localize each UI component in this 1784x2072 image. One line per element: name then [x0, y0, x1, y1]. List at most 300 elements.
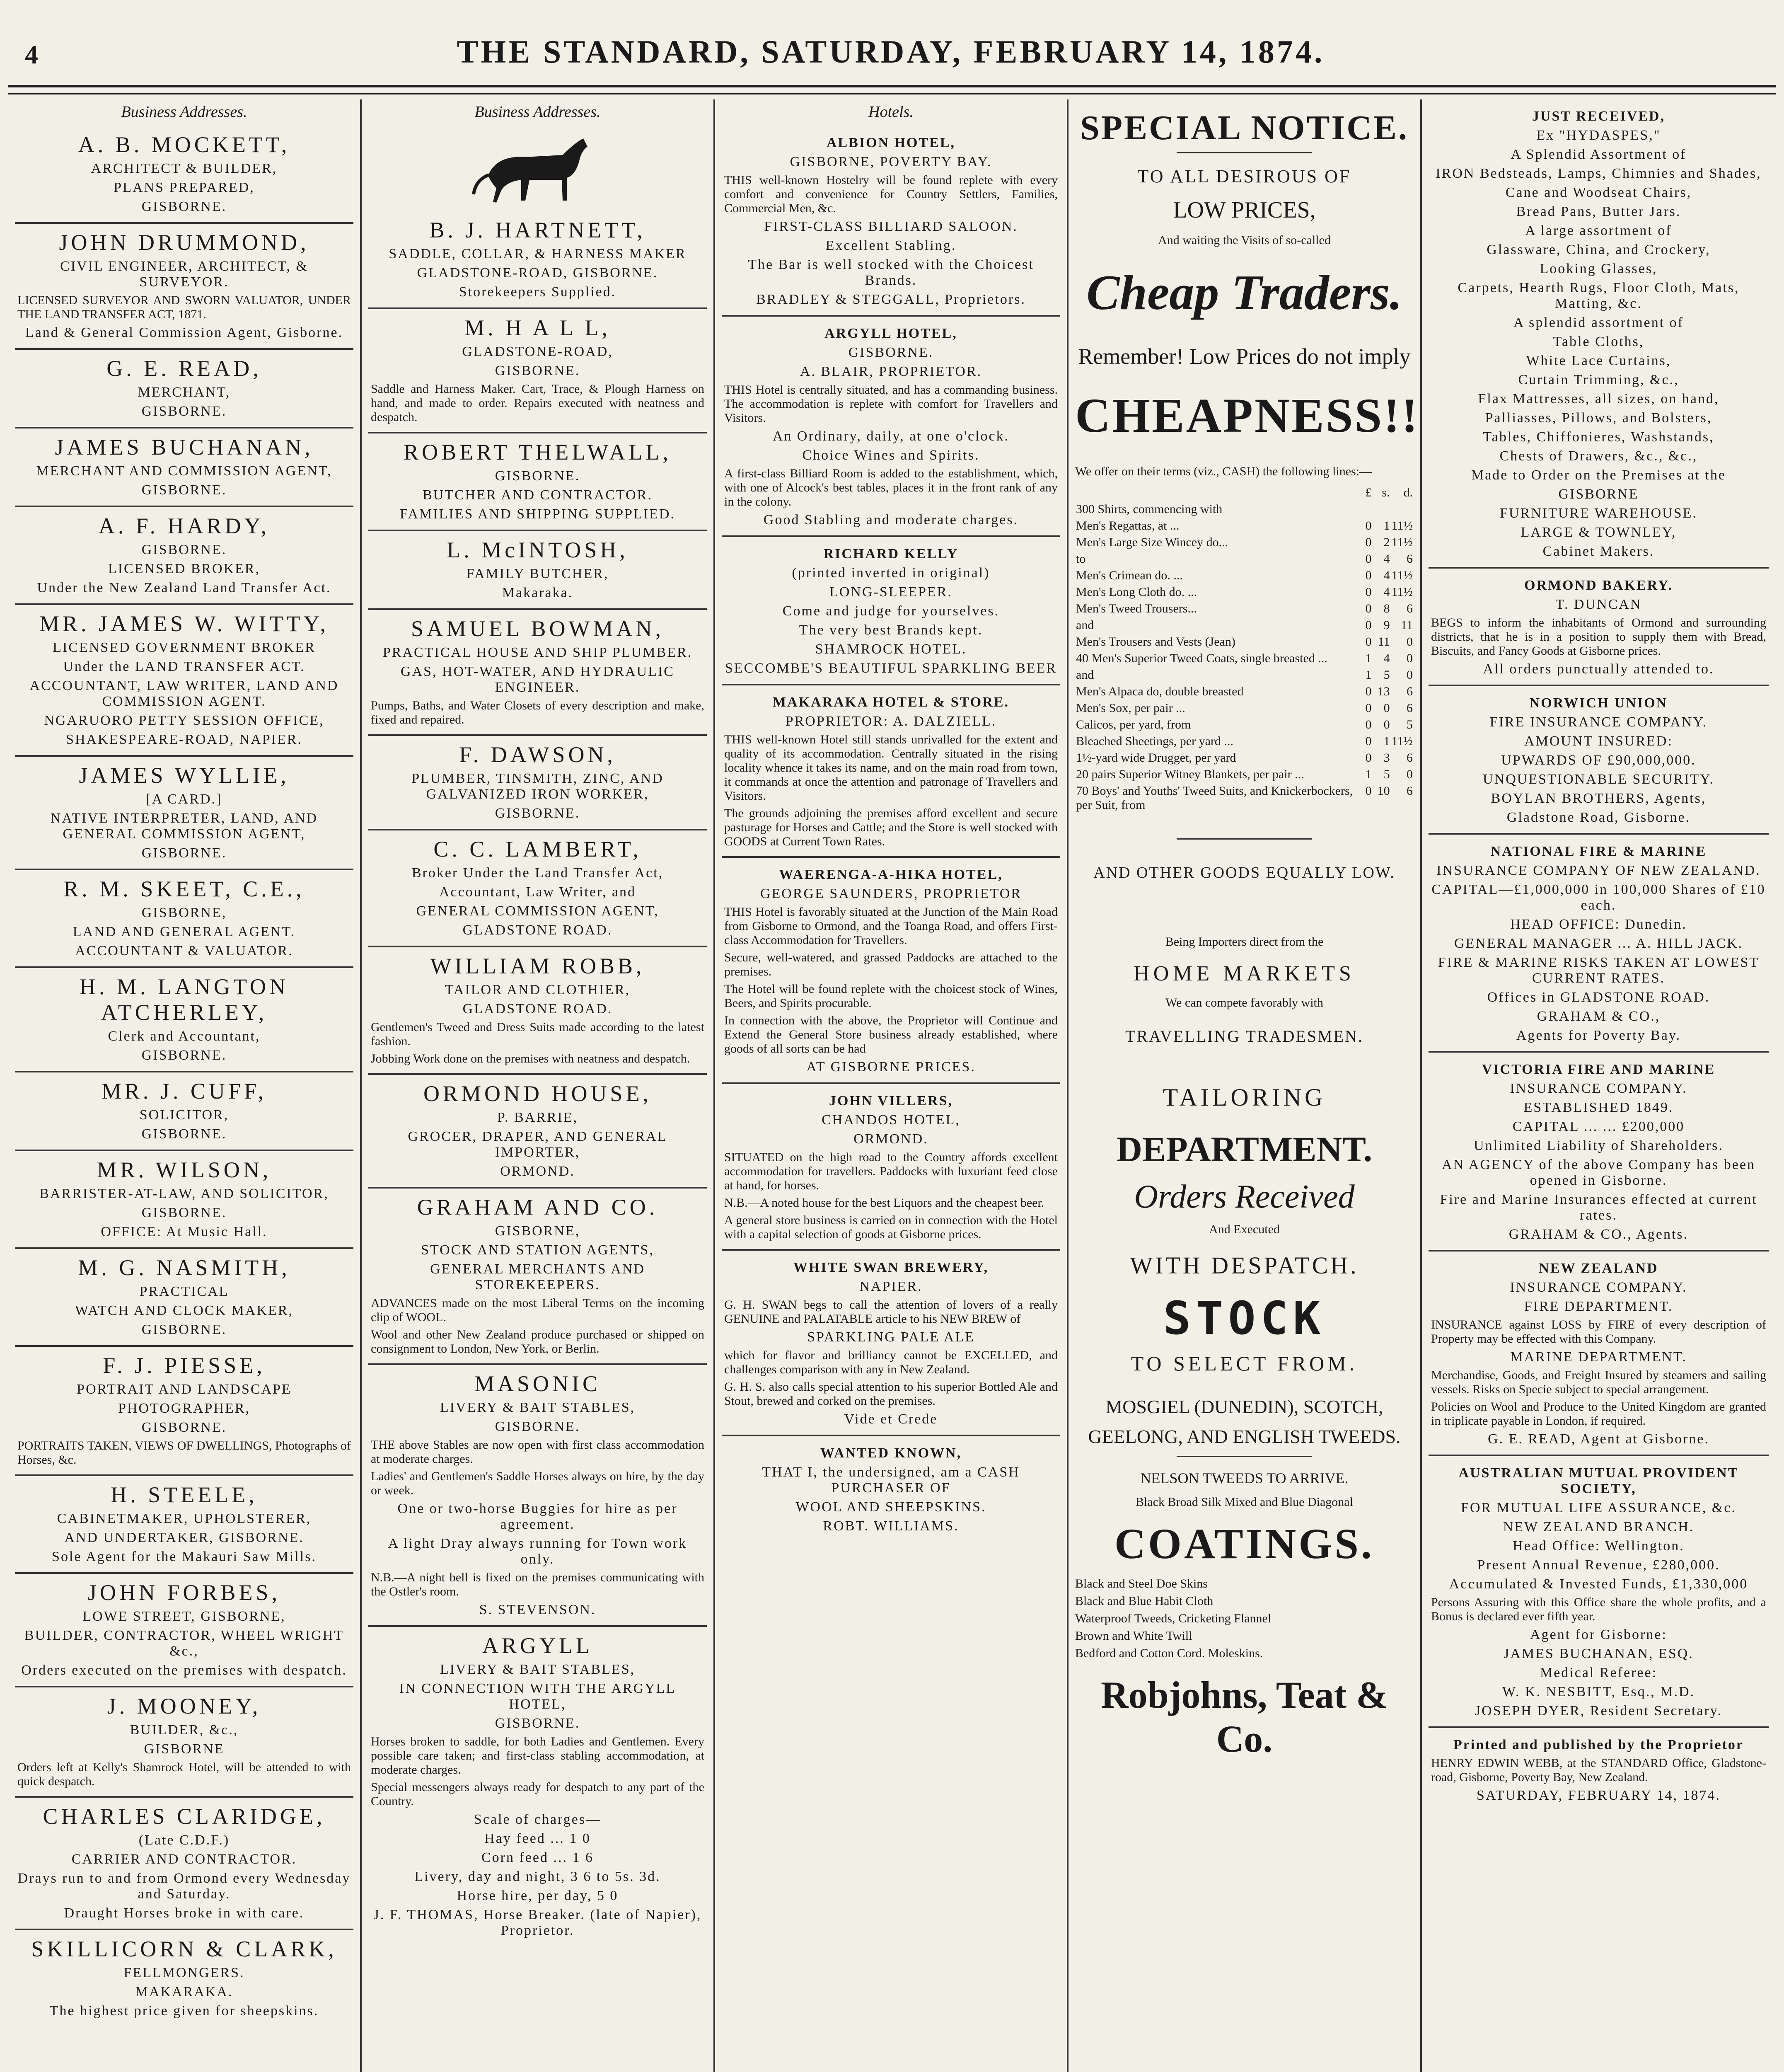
- ad-line: INSURANCE COMPANY.: [1510, 1280, 1687, 1295]
- ad-line: FOR MUTUAL LIFE ASSURANCE, &c.: [1461, 1500, 1736, 1515]
- ad-line: GISBORNE.: [495, 363, 580, 378]
- ad-line: THAT I, the undersigned, am a CASH PURCHASER OF: [762, 1464, 1020, 1496]
- price-cell-l: 0: [1365, 535, 1372, 549]
- advertiser-name: L. McINTOSH,: [447, 537, 629, 562]
- price-cell-l: 0: [1365, 585, 1372, 599]
- advertiser-name: WAERENGA-A-HIKA HOTEL,: [779, 867, 1003, 882]
- ad-line: The very best Brands kept.: [799, 622, 983, 638]
- ad-line: UPWARDS OF £90,000,000.: [1501, 753, 1696, 768]
- ad-line: Choice Wines and Spirits.: [802, 448, 980, 463]
- ad-line: Gladstone Road, Gisborne.: [1506, 810, 1691, 825]
- column-business-addresses-1: [8, 99, 362, 2072]
- advertiser-name: M. G. NASMITH,: [78, 1255, 290, 1280]
- advertiser-name: NEW ZEALAND: [1539, 1261, 1658, 1276]
- ad-line: Makaraka.: [502, 585, 573, 600]
- ad-line: A splendid assortment of: [1513, 315, 1684, 330]
- coatings-heading: COATINGS.: [1114, 1520, 1375, 1568]
- black-broad: Black Broad Silk Mixed and Blue Diagonal: [1136, 1495, 1353, 1509]
- ad-line: CARRIER AND CONTRACTOR.: [71, 1852, 297, 1867]
- ad-line: Cabinet Makers.: [1542, 544, 1655, 559]
- intro-line-2: LOW PRICES,: [1173, 197, 1316, 223]
- ad-list: [1429, 99, 1769, 1811]
- ad-line: INSURANCE against LOSS by FIRE of every description of Property may be effected with this Company.: [1431, 1318, 1766, 1346]
- ad-line: Medical Referee:: [1540, 1665, 1658, 1680]
- price-row: [1075, 617, 1414, 634]
- advertisement: [368, 531, 707, 610]
- ad-line: BARRISTER-AT-LAW, AND SOLICITOR,: [39, 1186, 329, 1201]
- price-cell-d: 6: [1407, 784, 1413, 798]
- advertiser-name: A. B. MOCKETT,: [78, 132, 290, 157]
- ad-line: Made to Order on the Premises at the: [1471, 467, 1726, 483]
- price-row: [1075, 733, 1414, 750]
- masthead-title: THE STANDARD, SATURDAY, FEBRUARY 14, 1874.: [457, 34, 1325, 70]
- ad-line: LOWE STREET, GISBORNE,: [82, 1609, 286, 1624]
- price-cell-item: Bleached Sheetings, per yard ...: [1076, 734, 1233, 748]
- ad-line: (Late C.D.F.): [138, 1832, 230, 1848]
- advertisement: [1429, 1251, 1769, 1456]
- price-cell-item: Men's Long Cloth do. ...: [1076, 585, 1197, 599]
- advertisement: [15, 224, 353, 350]
- masthead: [8, 17, 1773, 83]
- ad-line: Chests of Drawers, &c., &c.,: [1499, 448, 1698, 464]
- ad-line: GLADSTONE ROAD.: [462, 1001, 613, 1017]
- advertiser-name: F. J. PIESSE,: [103, 1353, 266, 1378]
- price-row: [1075, 683, 1414, 700]
- advertiser-name: NATIONAL FIRE & MARINE: [1490, 844, 1707, 859]
- compete-line: We can compete favorably with: [1165, 996, 1323, 1009]
- ad-line: Horse hire, per day, 5 0: [457, 1888, 619, 1903]
- ad-list: [722, 126, 1060, 1542]
- ad-line: IRON Bedsteads, Lamps, Chimnies and Shades,: [1436, 166, 1762, 181]
- price-cell-l: 0: [1365, 784, 1372, 798]
- price-cell-s: 3: [1383, 751, 1390, 765]
- ad-line: G. E. READ, Agent at Gisborne.: [1488, 1431, 1709, 1447]
- ad-line: MERCHANT AND COMMISSION AGENT,: [36, 463, 332, 479]
- advertisement: [15, 605, 353, 757]
- price-cell-l: 0: [1365, 718, 1372, 731]
- advertisement: [15, 968, 353, 1072]
- ad-line: SITUATED on the high road to the Country affords excellent accommodation for travellers. Paddocks with luxuriant feed close at hand, for horses.: [724, 1150, 1058, 1192]
- offer-text: We offer on their terms (viz., CASH) the following lines:—: [1075, 465, 1372, 478]
- ad-line: MARINE DEPARTMENT.: [1510, 1349, 1687, 1365]
- ad-line: ARCHITECT & BUILDER,: [91, 161, 278, 176]
- price-cell-s: 0: [1383, 701, 1390, 715]
- ad-line: [A CARD.]: [146, 792, 222, 807]
- ad-line: S. STEVENSON.: [479, 1602, 596, 1617]
- price-cell-l: 1: [1365, 668, 1372, 682]
- ad-line: BEGS to inform the inhabitants of Ormond and surrounding districts, that he is in a position to supply them with Bread, Biscuits, and Fancy Goods at Gisborne prices.: [1431, 616, 1766, 658]
- advertiser-name: NORWICH UNION: [1529, 695, 1668, 711]
- ad-line: AN AGENCY of the above Company has been opened in Gisborne.: [1442, 1157, 1755, 1188]
- column-business-addresses-2: [362, 99, 715, 2072]
- advertiser-name: M. H A L L,: [464, 315, 611, 340]
- ad-line: BOYLAN BROTHERS, Agents,: [1491, 791, 1707, 806]
- ad-line: Curtain Trimming, &c.,: [1518, 372, 1679, 387]
- ad-line: Agent for Gisborne:: [1530, 1627, 1667, 1642]
- ad-line: LIVERY & BAIT STABLES,: [440, 1662, 636, 1677]
- advertisement: [15, 1072, 353, 1151]
- ad-line: Flax Mattresses, all sizes, on hand,: [1478, 391, 1719, 407]
- ad-line: The grounds adjoining the premises afford excellent and secure pasturage for Horses and Cattle; and the Store is well stocked with GOODS at Current Town Rates.: [724, 806, 1058, 848]
- advertisement: [1429, 835, 1769, 1053]
- price-cell-s: 5: [1383, 767, 1390, 781]
- ad-line: WOOL AND SHEEPSKINS.: [795, 1499, 986, 1515]
- column-heading: Business Addresses.: [121, 103, 247, 121]
- price-row: [1075, 750, 1414, 766]
- ad-line: AND UNDERTAKER, GISBORNE.: [64, 1530, 304, 1545]
- advertisement: [722, 858, 1060, 1084]
- ad-line: Policies on Wool and Produce to the United Kingdom are granted in triplicate payable in London, if required.: [1431, 1400, 1766, 1428]
- ad-line: Looking Glasses,: [1540, 261, 1658, 276]
- price-cell-l: 0: [1365, 552, 1372, 566]
- ad-list: [15, 126, 353, 2026]
- advertiser-name: ORMOND HOUSE,: [423, 1081, 652, 1106]
- ad-line: Bread Pans, Butter Jars.: [1516, 204, 1681, 219]
- price-cell-s: 1: [1383, 734, 1390, 748]
- advertiser-name: MAKARAKA HOTEL & STORE.: [773, 695, 1009, 710]
- intro-line-3: And waiting the Visits of so-called: [1158, 233, 1331, 247]
- to-select-from: TO SELECT FROM.: [1131, 1352, 1358, 1375]
- price-cell-s: 4: [1383, 569, 1390, 582]
- advertiser-name: G. E. READ,: [106, 356, 262, 381]
- advertisement: [15, 1574, 353, 1687]
- price-cell-d: 0: [1407, 767, 1413, 781]
- importers-line: Being Importers direct from the: [1165, 935, 1324, 949]
- price-cell-item: 1½-yard wide Drugget, per yard: [1076, 751, 1236, 765]
- ad-line: TAILOR AND CLOTHIER,: [445, 982, 631, 997]
- price-cell-l: 1: [1365, 767, 1372, 781]
- advertiser-name: SKILLICORN & CLARK,: [31, 1936, 337, 1961]
- columns: [8, 99, 1776, 2072]
- ad-line: which for flavor and brilliancy cannot be EXCELLED, and challenges comparison with any in New Zealand.: [724, 1348, 1058, 1376]
- ad-line: GISBORNE: [1558, 487, 1639, 502]
- fabric-item: Waterproof Tweeds, Cricketing Flannel: [1075, 1612, 1272, 1625]
- column-special-notice: [1068, 99, 1422, 2072]
- ad-line: STOCK AND STATION AGENTS,: [421, 1242, 654, 1258]
- advertiser-name: JAMES WYLLIE,: [79, 763, 290, 788]
- ad-line: SATURDAY, FEBRUARY 14, 1874.: [1476, 1788, 1721, 1803]
- horse-illustration: [463, 126, 612, 209]
- price-cell-d: 6: [1407, 552, 1413, 566]
- ad-line: THIS Hotel is favorably situated at the Junction of the Main Road from Gisborne to Ormond, and the Toanga Road, and offers First-class Accommodation for Travellers.: [724, 905, 1058, 947]
- ad-line: SOLICITOR,: [139, 1107, 229, 1123]
- ad-line: Agents for Poverty Bay.: [1516, 1028, 1681, 1043]
- advertisement: [1429, 99, 1769, 569]
- intro-line-1: TO ALL DESIROUS OF: [1137, 166, 1351, 186]
- ad-line: OFFICE: At Music Hall.: [101, 1224, 268, 1239]
- advertisement: [15, 1151, 353, 1249]
- price-row: [1075, 634, 1414, 650]
- ad-line: GLADSTONE-ROAD,: [462, 344, 613, 359]
- advertiser-name: H. M. LANGTON ATCHERLEY,: [80, 974, 289, 1025]
- ad-line: UNQUESTIONABLE SECURITY.: [1483, 772, 1714, 787]
- price-row: [1075, 716, 1414, 733]
- fabric-list: [1075, 1577, 1414, 1661]
- price-cell-s: 4: [1383, 585, 1390, 599]
- advertiser-name: R. M. SKEET, C.E.,: [63, 876, 305, 901]
- ad-list: [368, 211, 707, 1946]
- ad-line: An Ordinary, daily, at one o'clock.: [772, 428, 1010, 444]
- ad-line: GLADSTONE-ROAD, GISBORNE.: [417, 265, 658, 281]
- ad-line: BUILDER, &c.,: [130, 1722, 239, 1738]
- ad-line: BUTCHER AND CONTRACTOR.: [423, 487, 653, 503]
- ad-line: BRADLEY & STEGGALL, Proprietors.: [756, 292, 1026, 307]
- ad-line: THIS well-known Hostelry will be found replete with every comfort and convenience for Country Settlers, Families, Commercial Men, &c.: [724, 173, 1058, 215]
- advertiser-name: H. STEELE,: [111, 1482, 258, 1507]
- price-cell-item: Men's Alpaca do, double breasted: [1076, 685, 1244, 698]
- advertisement: [368, 830, 707, 947]
- column-hotels: [715, 99, 1068, 2072]
- advertiser-name: WANTED KNOWN,: [820, 1445, 962, 1461]
- advertisement: [15, 1930, 353, 2026]
- advertisement: [15, 350, 353, 428]
- ad-line: FURNITURE WAREHOUSE.: [1500, 506, 1697, 521]
- ad-line: A large assortment of: [1525, 223, 1672, 238]
- price-currency-header: [1075, 484, 1414, 501]
- ad-line: PHOTOGRAPHER,: [118, 1401, 250, 1416]
- price-cell-d: 0: [1407, 635, 1413, 649]
- price-cell-l: 0: [1365, 618, 1372, 632]
- and-executed: And Executed: [1209, 1222, 1280, 1236]
- ad-line: Accumulated & Invested Funds, £1,330,000: [1449, 1576, 1748, 1592]
- advertiser-name: MR. JAMES W. WITTY,: [39, 611, 329, 636]
- ad-line: LAND AND GENERAL AGENT.: [73, 924, 296, 939]
- ad-line: Ladies' and Gentlemen's Saddle Horses always on hire, by the day or week.: [371, 1469, 704, 1497]
- ad-line: CAPITAL—£1,000,000 in 100,000 Shares of £10 each.: [1431, 882, 1766, 913]
- ad-line: MAKARAKA.: [135, 1984, 233, 1999]
- ad-line: A general store business is carried on in connection with the Hotel with a capital selection of goods at Gisborne prices.: [724, 1213, 1058, 1241]
- price-cell-item: 300 Shirts, commencing with: [1076, 502, 1223, 516]
- ad-line: GISBORNE.: [141, 404, 227, 419]
- ad-line: GISBORNE,: [141, 905, 227, 920]
- ad-line: Accountant, Law Writer, and: [439, 884, 636, 900]
- ad-line: GISBORNE.: [141, 199, 227, 214]
- ad-line: Orders left at Kelly's Shamrock Hotel, will be attended to with quick despatch.: [17, 1760, 351, 1788]
- ad-line: HEAD OFFICE: Dunedin.: [1510, 917, 1687, 932]
- ad-line: Sole Agent for the Makauri Saw Mills.: [52, 1549, 317, 1564]
- tailoring-heading: TAILORING: [1163, 1084, 1326, 1111]
- ad-line: FIRST-CLASS BILLIARD SALOON.: [764, 219, 1018, 234]
- currency-shillings: s.: [1382, 486, 1390, 499]
- ad-line: Excellent Stabling.: [825, 238, 957, 253]
- price-cell-item: Men's Trousers and Vests (Jean): [1076, 635, 1235, 649]
- ad-line: A. BLAIR, PROPRIETOR.: [800, 364, 982, 379]
- ad-line: SHAKESPEARE-ROAD, NAPIER.: [66, 732, 302, 747]
- masthead-rule: [8, 85, 1776, 94]
- ad-line: GISBORNE, POVERTY BAY.: [790, 154, 992, 169]
- ad-line: Unlimited Liability of Shareholders.: [1474, 1138, 1724, 1153]
- advertisement: [15, 1687, 353, 1798]
- travelling-tradesmen: TRAVELLING TRADESMEN.: [1125, 1027, 1363, 1046]
- ad-line: SECCOMBE'S BEAUTIFUL SPARKLING BEER: [725, 661, 1057, 676]
- price-cell-d: 11½: [1391, 535, 1413, 549]
- advertiser-name: JOHN FORBES,: [87, 1580, 281, 1605]
- price-cell-l: 0: [1365, 701, 1372, 715]
- column-heading: Business Addresses.: [474, 103, 601, 121]
- price-cell-l: 1: [1365, 651, 1372, 665]
- ad-line: GENERAL COMMISSION AGENT,: [416, 903, 659, 919]
- ad-line: FAMILIES AND SHIPPING SUPPLIED.: [400, 506, 675, 522]
- advertisement: [368, 1627, 707, 1946]
- column-heading: Hotels.: [868, 103, 914, 121]
- price-row: [1075, 501, 1414, 518]
- ad-line: LONG-SLEEPER.: [829, 584, 952, 600]
- ad-line: FIRE INSURANCE COMPANY.: [1489, 714, 1708, 730]
- ad-line: CHANDOS HOTEL,: [822, 1112, 960, 1128]
- ad-line: Orders executed on the premises with despatch.: [21, 1663, 347, 1678]
- ad-line: PORTRAIT AND LANDSCAPE: [77, 1382, 292, 1397]
- price-row: [1075, 551, 1414, 567]
- price-cell-l: 0: [1365, 734, 1372, 748]
- price-cell-item: and: [1076, 618, 1094, 632]
- ad-line: Good Stabling and moderate charges.: [763, 512, 1019, 528]
- price-cell-l: [1354, 501, 1373, 518]
- advertiser-name: RICHARD KELLY: [823, 546, 959, 562]
- currency-pence: d.: [1403, 486, 1413, 499]
- ad-line: PRACTICAL HOUSE AND SHIP PLUMBER.: [382, 645, 693, 660]
- price-cell-item: 20 pairs Superior Witney Blankets, per pair ...: [1076, 767, 1304, 781]
- firm-name: Robjohns, Teat & Co.: [1101, 1674, 1388, 1760]
- price-row: [1075, 667, 1414, 683]
- ad-line: GISBORNE.: [495, 1419, 580, 1434]
- price-cell-d: 6: [1407, 701, 1413, 715]
- ad-line: P. BARRIE,: [497, 1110, 578, 1125]
- cheap-traders-heading: Cheap Traders.: [1086, 265, 1402, 320]
- ad-line: One or two-horse Buggies for hire as per agreement.: [397, 1501, 678, 1532]
- currency-pounds: £: [1365, 486, 1372, 499]
- ad-line: CIVIL ENGINEER, ARCHITECT, & SURVEYOR.: [60, 259, 308, 290]
- price-cell-s: 5: [1383, 668, 1390, 682]
- ad-line: G. H. S. also calls special attention to his superior Bottled Ale and Stout, brewed and corked on the premises.: [724, 1380, 1058, 1408]
- department-heading: DEPARTMENT.: [1116, 1129, 1373, 1169]
- ad-line: SPARKLING PALE ALE: [807, 1329, 975, 1345]
- advertiser-name: AUSTRALIAN MUTUAL PROVIDENT SOCIETY,: [1458, 1465, 1739, 1496]
- fabric-item: Black and Blue Habit Cloth: [1075, 1594, 1214, 1608]
- ad-line: T. DUNCAN: [1555, 597, 1642, 612]
- advertisement: [1429, 569, 1769, 686]
- ad-line: PRACTICAL: [139, 1284, 229, 1299]
- ad-line: Livery, day and night, 3 6 to 5s. 3d.: [414, 1869, 661, 1884]
- advertiser-name: VICTORIA FIRE AND MARINE: [1482, 1062, 1716, 1077]
- price-cell-item: 40 Men's Superior Tweed Coats, single breasted ...: [1076, 651, 1327, 665]
- ad-line: Pumps, Baths, and Water Closets of every description and make, fixed and repaired.: [371, 699, 704, 726]
- tweeds-line: MOSGIEL (DUNEDIN), SCOTCH, GEELONG, AND ENGLISH TWEEDS.: [1088, 1396, 1401, 1447]
- ad-line: Under the New Zealand Land Transfer Act.: [37, 580, 331, 595]
- price-row: [1075, 518, 1414, 534]
- ad-line: FIRE & MARINE RISKS TAKEN AT LOWEST CURRENT RATES.: [1438, 955, 1760, 986]
- page-number: 4: [25, 40, 38, 69]
- price-cell-d: 11½: [1391, 585, 1413, 599]
- ad-line: Ex "HYDASPES,": [1536, 128, 1661, 143]
- ad-line: Drays run to and from Ormond every Wednesday and Saturday.: [17, 1871, 351, 1902]
- advertiser-name: ALBION HOTEL,: [826, 135, 956, 150]
- price-cell-item: to: [1076, 552, 1086, 566]
- ad-line: GENERAL MANAGER ... A. HILL JACK.: [1454, 936, 1743, 951]
- price-cell-s: 4: [1383, 552, 1390, 566]
- ad-line: CABINETMAKER, UPHOLSTERER,: [57, 1511, 312, 1526]
- ad-line: AT GISBORNE PRICES.: [806, 1059, 976, 1075]
- ad-line: INSURANCE COMPANY OF NEW ZEALAND.: [1436, 863, 1761, 878]
- ad-line: PLUMBER, TINSMITH, ZINC, AND GALVANIZED IRON WORKER,: [411, 771, 664, 802]
- price-cell-item: Men's Crimean do. ...: [1076, 569, 1183, 582]
- ad-line: CAPITAL ... ... £200,000: [1512, 1119, 1685, 1134]
- price-cell-l: 0: [1365, 519, 1372, 533]
- advertisement: [722, 317, 1060, 537]
- ad-line: The Bar is well stocked with the Choicest Brands.: [748, 257, 1034, 288]
- advertisement: [368, 1075, 707, 1188]
- ad-line: A first-class Billiard Room is added to the establishment, which, with one of Alcock's best tables, places it in the front rank of any in the colony.: [724, 467, 1058, 508]
- price-cell-s: 4: [1383, 651, 1390, 665]
- advertisement: [1429, 1728, 1769, 1811]
- with-despatch: WITH DESPATCH.: [1130, 1252, 1359, 1279]
- ad-line: G. H. SWAN begs to call the attention of lovers of a really GENUINE and PALATABLE article to his NEW BREW of: [724, 1298, 1058, 1326]
- price-cell-s: 10: [1377, 784, 1390, 798]
- ad-line: GRAHAM & CO., Agents.: [1508, 1227, 1689, 1242]
- ad-line: PLANS PREPARED,: [114, 180, 255, 195]
- advertiser-name: WILLIAM ROBB,: [430, 954, 645, 978]
- ad-line: GISBORNE.: [495, 1716, 580, 1731]
- ad-line: FIRE DEPARTMENT.: [1524, 1299, 1673, 1314]
- price-cell-d: 6: [1407, 685, 1413, 698]
- advertisement: [15, 870, 353, 968]
- ad-line: Palliasses, Pillows, and Bolsters,: [1485, 410, 1712, 426]
- ad-line: Present Annual Revenue, £280,000.: [1477, 1557, 1720, 1573]
- advertiser-name: MR. J. CUFF,: [101, 1079, 267, 1104]
- ad-line: Corn feed ... 1 6: [481, 1850, 594, 1865]
- price-cell-s: 8: [1383, 602, 1390, 615]
- ad-line: Cane and Woodseat Chairs,: [1505, 185, 1692, 200]
- ad-line: IN CONNECTION WITH THE ARGYLL HOTEL,: [399, 1681, 676, 1712]
- price-cell-d: 11: [1401, 618, 1413, 632]
- advertiser-name: JAMES BUCHANAN,: [55, 435, 314, 460]
- ad-line: Hay feed ... 1 0: [484, 1831, 591, 1846]
- other-goods: AND OTHER GOODS EQUALLY LOW.: [1093, 864, 1395, 881]
- ad-line: Merchandise, Goods, and Freight Insured by steamers and sailing vessels. Risks on Specie subject to special arrangement.: [1431, 1368, 1766, 1396]
- advertisement: [15, 1347, 353, 1476]
- price-row: [1075, 584, 1414, 600]
- ad-line: Land & General Commission Agent, Gisborne.: [25, 325, 343, 340]
- ad-line: A light Dray always running for Town work only.: [388, 1536, 687, 1567]
- advertisement: [15, 757, 353, 870]
- price-cell-d: 6: [1407, 751, 1413, 765]
- ad-line: GAS, HOT-WATER, AND HYDRAULIC ENGINEER.: [401, 664, 674, 695]
- advertisement: [368, 309, 707, 433]
- price-cell-s: 9: [1383, 618, 1390, 632]
- advertisement: [368, 610, 707, 736]
- ad-line: GISBORNE.: [495, 806, 580, 821]
- remember-line: Remember! Low Prices do not imply: [1078, 344, 1411, 369]
- price-cell-d: 0: [1407, 668, 1413, 682]
- ad-line: LICENSED SURVEYOR AND SWORN VALUATOR, UNDER THE LAND TRANSFER ACT, 1871.: [17, 293, 351, 321]
- price-cell-d: 11½: [1391, 519, 1413, 533]
- ad-line: THIS well-known Hotel still stands unrivalled for the extent and quality of its accommodation. Centrally situated in the rising locality whence it takes its name, and on the main road from town, it commands at once the attention and patronage of Travellers and Visitors.: [724, 733, 1058, 803]
- price-cell-d: 11½: [1391, 734, 1413, 748]
- price-cell-s: 11: [1378, 635, 1390, 649]
- advertisement: [15, 1798, 353, 1930]
- ad-line: LICENSED GOVERNMENT BROKER: [53, 640, 316, 655]
- price-cell-s: 13: [1377, 685, 1390, 698]
- advertisement: [15, 1476, 353, 1574]
- ad-line: GISBORNE.: [141, 1126, 227, 1142]
- ad-line: BUILDER, CONTRACTOR, WHEEL WRIGHT &c.,: [24, 1628, 344, 1659]
- ad-line: SADDLE, COLLAR, & HARNESS MAKER: [389, 246, 687, 261]
- stock-heading: STOCK: [1163, 1292, 1326, 1345]
- ad-line: GISBORNE.: [848, 345, 934, 360]
- ad-line: ACCOUNTANT, LAW WRITER, LAND AND COMMISSION AGENT.: [29, 678, 339, 709]
- price-cell-d: [1391, 501, 1414, 518]
- price-cell-d: 0: [1407, 651, 1413, 665]
- price-row: [1075, 600, 1414, 617]
